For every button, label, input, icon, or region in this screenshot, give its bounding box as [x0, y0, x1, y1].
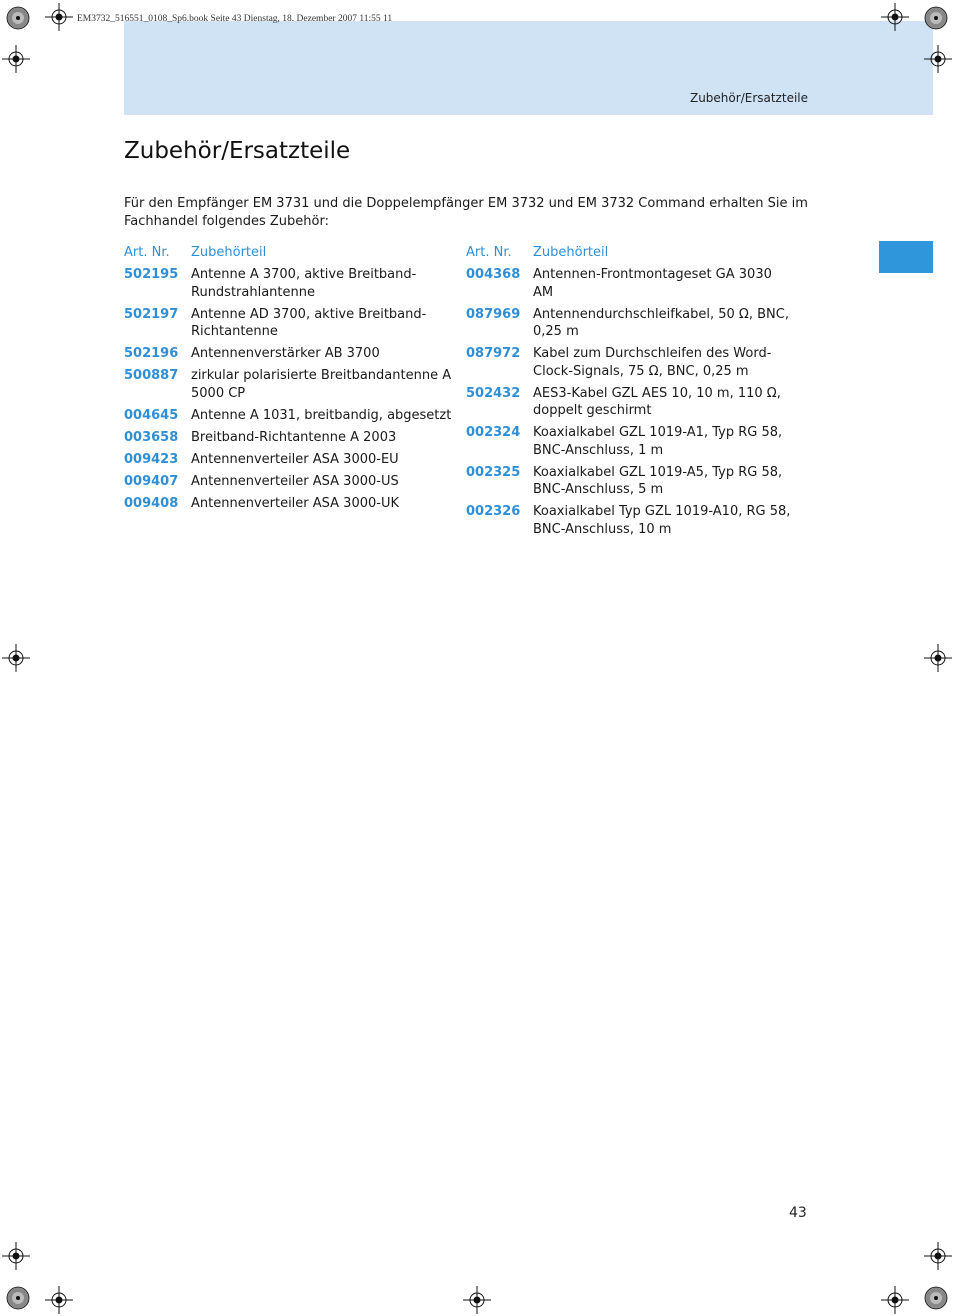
print-slug: EM3732_516551_0108_Sp6.book Seite 43 Dienstag, 18. Dezember 2007 11:55 11 — [77, 14, 393, 24]
part-description: Koaxialkabel GZL 1019-A1, Typ RG 58, BNC-Anschluss, 1 m — [533, 425, 783, 458]
part-description: Antennen-Frontmontageset GA 3030 AM — [533, 267, 772, 300]
crosshair-icon — [924, 45, 952, 73]
art-nr: 087969 — [466, 306, 521, 322]
art-nr: 002325 — [466, 464, 521, 480]
art-nr: 009423 — [124, 451, 179, 467]
column-header-part: Zubehörteil — [191, 245, 267, 260]
page-number: 43 — [789, 1205, 807, 1221]
crosshair-icon — [924, 1242, 952, 1270]
part-description: Breitband-Richtantenne A 2003 — [191, 429, 397, 445]
crosshair-icon — [45, 1286, 73, 1314]
header-section-title: Zubehör/Ersatzteile — [689, 91, 808, 105]
column-header-art-nr: Art. Nr. — [466, 245, 512, 260]
starburst-icon — [925, 7, 947, 29]
art-nr: 004368 — [466, 267, 521, 282]
crosshair-icon — [45, 3, 73, 31]
starburst-icon — [7, 7, 29, 29]
art-nr: 502196 — [124, 346, 179, 361]
column-header-art-nr: Art. Nr. — [124, 245, 170, 260]
art-nr: 009408 — [124, 495, 179, 511]
part-description: Koaxialkabel GZL 1019-A5, Typ RG 58, BNC-Anschluss, 5 m — [533, 464, 783, 497]
intro-paragraph: Für den Empfänger EM 3731 und die Doppelempfänger EM 3732 und EM 3732 Command erhalten Sie im Fachhandel folgendes Zubehör: — [124, 196, 808, 229]
art-nr: 002324 — [466, 425, 521, 440]
page-title: Zubehör/Ersatzteile — [124, 138, 351, 164]
crosshair-icon — [2, 644, 30, 672]
part-description: Antennenverteiler ASA 3000-UK — [191, 495, 399, 511]
crosshair-icon — [924, 644, 952, 672]
part-description: zirkular polarisierte Breitbandantenne A 5000 CP — [191, 368, 452, 401]
art-nr: 087972 — [466, 346, 521, 361]
part-description: Kabel zum Durchschleifen des Word-Clock-Signals, 75 Ω, BNC, 0,25 m — [533, 346, 772, 379]
art-nr: 502195 — [124, 267, 179, 282]
starburst-icon — [925, 1287, 947, 1309]
part-description: Antennenverstärker AB 3700 — [191, 346, 380, 361]
art-nr: 502432 — [466, 385, 521, 401]
art-nr: 009407 — [124, 473, 179, 489]
crosshair-icon — [463, 1286, 491, 1314]
part-description: Antenne A 3700, aktive Breitband-Rundstrahlantenne — [191, 267, 417, 300]
part-description: Antennenverteiler ASA 3000-US — [191, 473, 399, 489]
crosshair-icon — [2, 1242, 30, 1270]
crosshair-icon — [2, 45, 30, 73]
art-nr: 500887 — [124, 368, 179, 383]
starburst-icon — [7, 1287, 29, 1309]
part-description: Antennendurchschleifkabel, 50 Ω, BNC, 0,25 m — [533, 306, 789, 339]
part-description: Antennenverteiler ASA 3000-EU — [191, 451, 399, 467]
crosshair-icon — [881, 3, 909, 31]
part-description: AES3-Kabel GZL AES 10, 10 m, 110 Ω, doppelt geschirmt — [533, 385, 781, 418]
art-nr: 502197 — [124, 306, 179, 322]
part-description: Antenne AD 3700, aktive Breitband-Richtantenne — [191, 306, 427, 339]
part-description: Antenne A 1031, breitbandig, abgesetzt — [191, 407, 452, 423]
art-nr: 004645 — [124, 407, 179, 423]
column-header-part: Zubehörteil — [533, 245, 609, 260]
crosshair-icon — [881, 1286, 909, 1314]
part-description: Koaxialkabel Typ GZL 1019-A10, RG 58, BNC-Anschluss, 10 m — [533, 504, 791, 537]
art-nr: 002326 — [466, 504, 521, 519]
art-nr: 003658 — [124, 429, 179, 445]
